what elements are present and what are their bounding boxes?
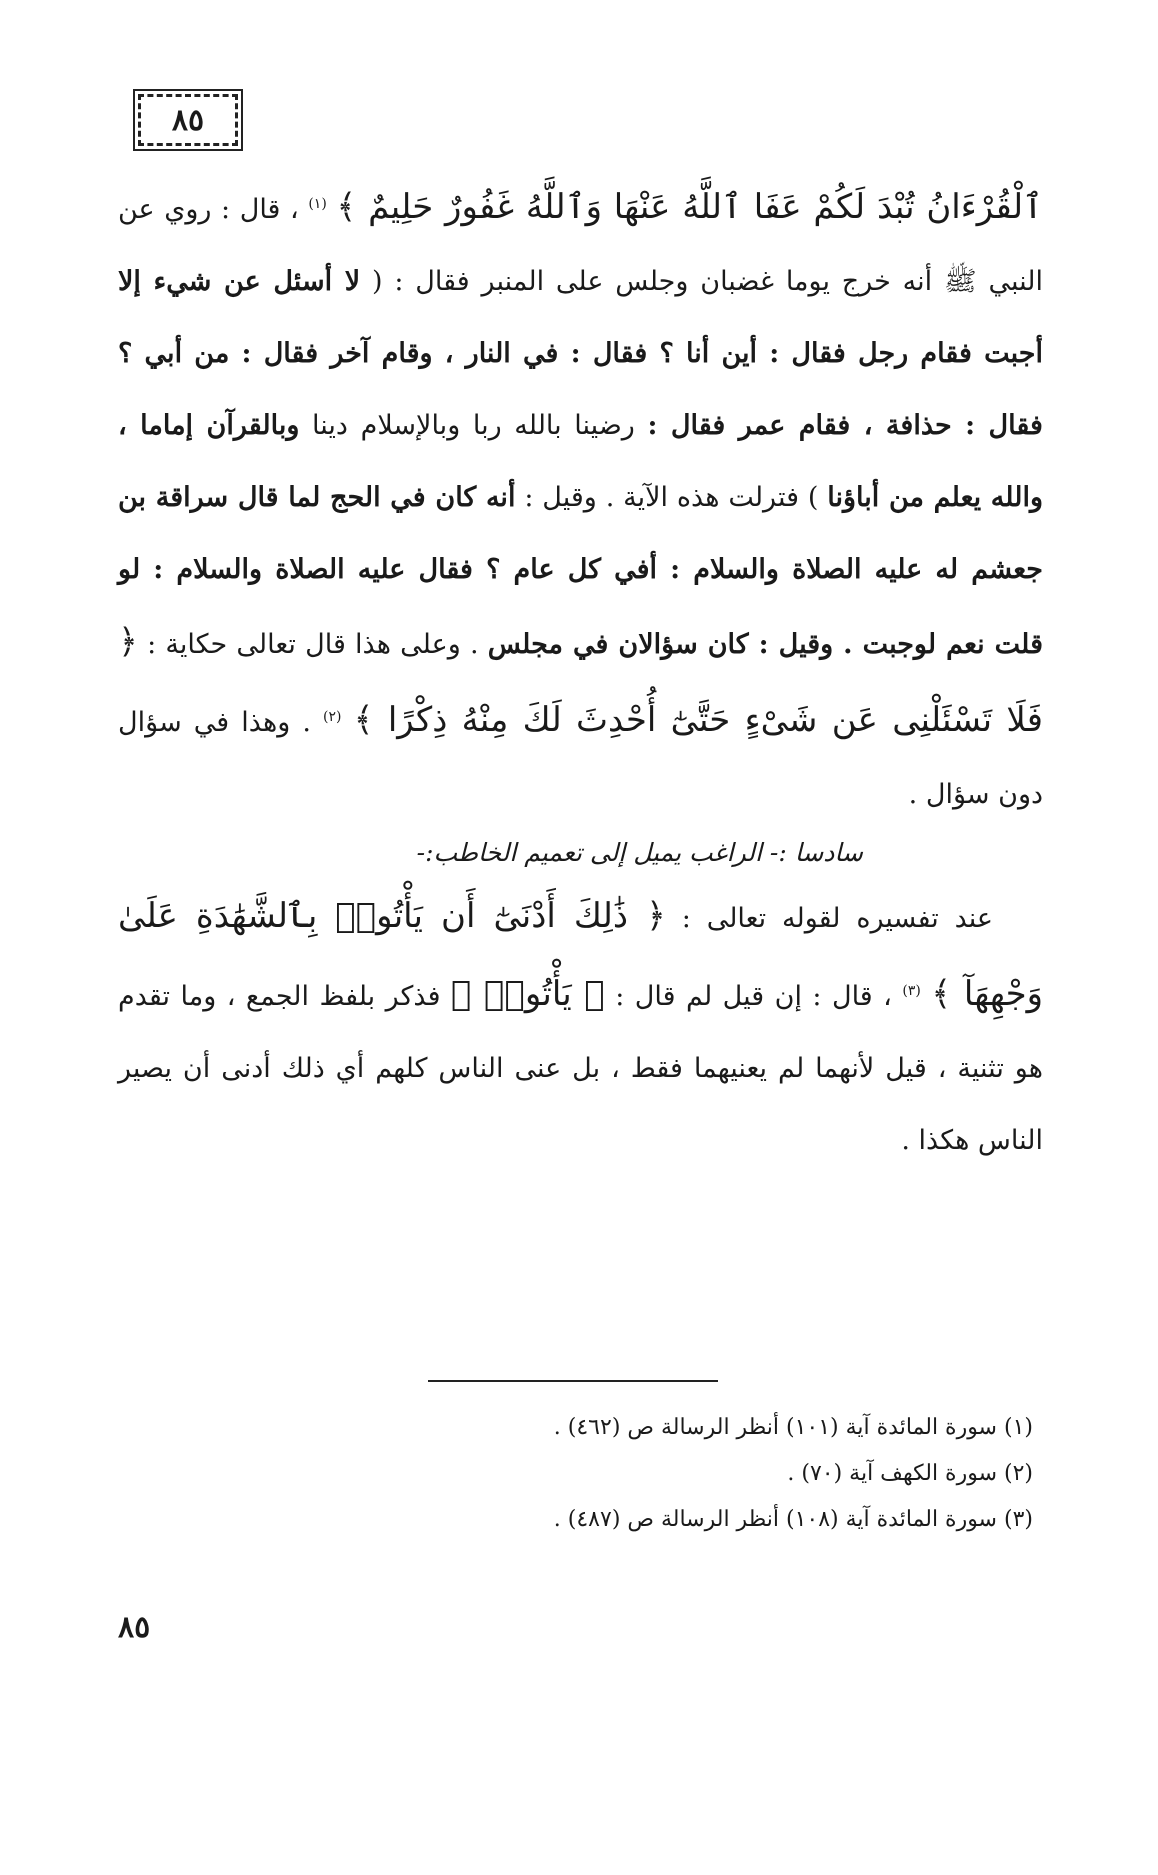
p2-text-3: فذكر بلفظ الجمع ، وما تقدم هو تثنية ، قيل لأنهما لم يعنيهما فقط ، بل عنى الناس كلهم أي ذلك أدنى أن يصير الناس هكذا . [118, 981, 1043, 1156]
p2-text-1: عند تفسيره لقوله تعالى : [681, 903, 994, 934]
footnote-2: (٢) سورة الكهف آية (٧٠) . [787, 1461, 1033, 1486]
quran-verse-1: ٱلْقُرْءَانُ تُبْدَ لَكُمْ عَفَا ٱللَّهُ عَنْهَا وَٱللَّهُ غَفُورٌ حَلِيمٌ ﴾ [336, 187, 1043, 227]
text-segment-2: رضينا بالله ربا وبالإسلام دينا [312, 410, 635, 441]
text-segment-5: . وهذا في سؤال دون سؤال . [118, 707, 1043, 810]
footnotes [333, 1405, 1033, 1543]
footnote-1: (١) سورة المائدة آية (١٠١) أنظر الرسالة ص (٤٦٢) . [553, 1415, 1033, 1440]
section-heading: سادسا :- الراغب يميل إلى تعميم الخاطب:- [416, 838, 863, 867]
page-number-top [138, 94, 238, 146]
bold-segment-1: لا أسئل عن شيء إلا أجبت فقام رجل فقال : أين أنا ؟ فقال : في النار ، وقام آخر فقال : من أبي ؟ فقال : حذافة ، فقام عمر فقال : [118, 266, 1043, 441]
bold-segment-3: أنه كان في الحج لما قال سراقة بن جعشم له عليه الصلاة والسلام : أفي كل عام ؟ فقال عليه الصلاة والسلام : لو قلت نعم لوجبت . وقيل : كان سؤالان في مجلس [118, 482, 1043, 660]
footnote-ref-3: (٣) [902, 983, 921, 999]
quran-verse-3: ﴿ ذَٰلِكَ أَدْنَىٰٓ أَن يَأْتُوا۟ بِٱلشَّهَٰدَةِ عَلَىٰ وَجْهِهَآ ﴾ [118, 896, 1044, 1014]
page-number-top-text: ٨٥ [171, 102, 205, 138]
text-segment-4: . وعلى هذا قال تعالى حكاية : [147, 629, 479, 660]
text-segment-1: ، قال : روي عن النبي ﷺ أنه خرج يوما غضبان وجلس على المنبر فقال : ( [118, 194, 1043, 297]
page-number-bottom: ٨٥ [118, 1610, 151, 1645]
footnote-3: (٣) سورة المائدة آية (١٠٨) أنظر الرسالة ص (٤٨٧) . [553, 1507, 1033, 1532]
main-paragraph [118, 168, 1043, 831]
bold-segment-2: وبالقرآن إماما ، والله يعلم من أباؤنا [118, 410, 1043, 513]
footnote-separator [428, 1380, 718, 1382]
quran-verse-2: ﴿ فَلَا تَسْئَلْنِى عَن شَىْءٍ حَتَّىٰٓ أُحْدِثَ لَكَ مِنْهُ ذِكْرًا ﴾ [118, 622, 1043, 740]
text-segment-3: ) فترلت هذه الآية . وقيل : [524, 482, 819, 513]
second-paragraph [118, 880, 1043, 1177]
footnote-ref-1: (١) [308, 196, 327, 212]
quran-verse-4: ﴿ يَأْتُوا۟ ﴾ [450, 974, 605, 1014]
p2-text-2: ، قال : إن قيل لم قال : [615, 981, 892, 1012]
footnote-ref-2: (٢) [323, 709, 342, 725]
